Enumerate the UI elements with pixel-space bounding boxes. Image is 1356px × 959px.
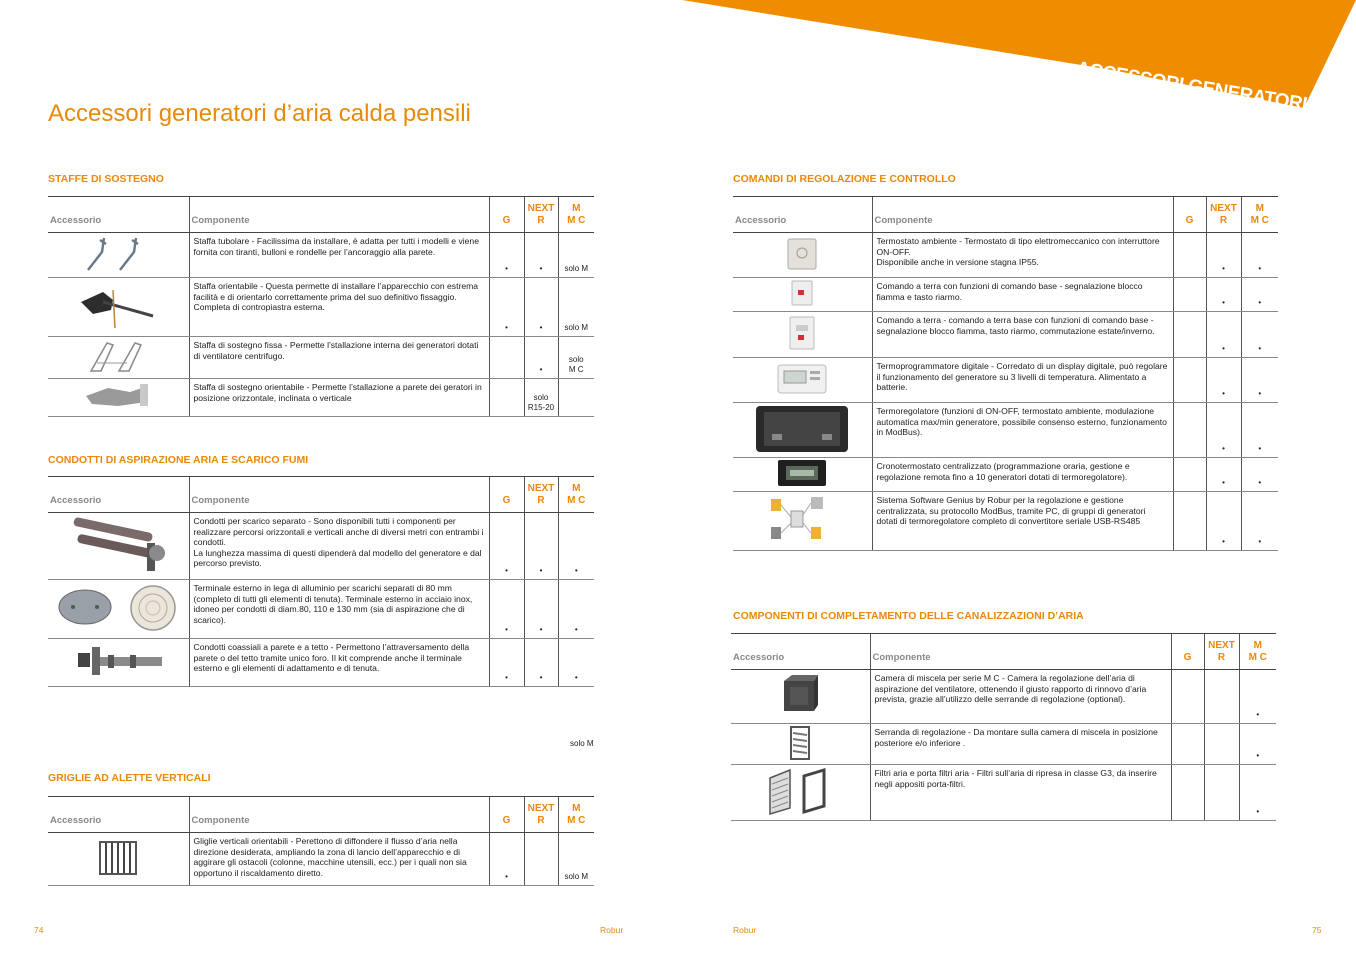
mark-g — [1171, 670, 1204, 724]
component-description: Gliglie verticali orientabili - Perettono di diffondere il flusso d’aria nella direzione desiderata, ampliando la zona di lancio dell’apparecchio e di aggirare gli ostacoli (colonne, macchine utensili, ecc.) per i quali non sia opportuno il riscaldamento diretto. — [189, 833, 489, 886]
component-description: Condotti coassiali a parete e a tetto - Permettono l’attraversamento della parete o del tetto tramite unico foro. Il kit comprende anche il terminale esterno e gli elementi di adattamento e di tenuta. — [189, 639, 489, 687]
mark-m: solo M — [558, 278, 594, 337]
component-description: Staffa tubolare - Facilissima da installare, è adatta per tutti i modelli e viene fornita con tiranti, bulloni e rondelle per l’ancoraggio alla parete. — [189, 233, 489, 278]
mark-m: • — [1241, 358, 1278, 403]
mark-r: • — [1206, 278, 1241, 312]
mark-m: solo M C — [558, 337, 594, 379]
table-row — [733, 233, 1278, 278]
mark-r: • — [1206, 312, 1241, 358]
mark-m: • — [1241, 458, 1278, 492]
mark-r: • — [524, 278, 558, 337]
header-next-r: NEXT R — [524, 197, 558, 233]
central-timer-icon — [774, 458, 830, 488]
thermoregulator-icon — [752, 404, 852, 454]
table-row — [48, 833, 594, 886]
ground-control-switch-icon — [784, 313, 820, 353]
section-title-griglie: GRIGLIE AD ALETTE VERTICALI — [48, 772, 211, 784]
mark-r: • — [1206, 233, 1241, 278]
mark-r: • — [1206, 403, 1241, 458]
table-row — [733, 403, 1278, 458]
component-description: Staffa di sostegno orientabile - Permette l’stallazione a parete dei geratori in posizione orizzontale, inclinata o verticale — [189, 379, 489, 417]
header-m-mc: M M C — [1239, 634, 1276, 670]
header-accessorio: Accessorio — [48, 797, 189, 833]
air-filter-icon — [760, 766, 840, 816]
footer-brand-right: Robur — [733, 925, 757, 935]
table-row — [48, 580, 594, 639]
table-comandi — [733, 196, 1278, 551]
mark-g — [1173, 233, 1206, 278]
component-description: Staffa di sostegno fissa - Permette l’stallazione interna dei generatori dotati di ventilatore centrifugo. — [189, 337, 489, 379]
stray-note: solo M — [570, 739, 594, 748]
wall-bracket-icon — [78, 234, 158, 274]
mark-m: solo M — [558, 833, 594, 886]
table-row — [48, 639, 594, 687]
component-description: Termostato ambiente - Termostato di tipo elettromeccanico con interruttore ON-OFF. Disponibile anche in versione stagna IP55. — [872, 233, 1173, 278]
header-m-mc: M M C — [1241, 197, 1278, 233]
mark-r — [1204, 765, 1239, 821]
table-condotti — [48, 476, 594, 687]
header-next-r: NEXT R — [524, 797, 558, 833]
component-description: Filtri aria e porta filtri aria - Filtri sull’aria di ripresa in classe G3, da inserire negli appositi porta-filtri. — [870, 765, 1171, 821]
header-componente: Componente — [189, 797, 489, 833]
table-row — [48, 278, 594, 337]
mark-g: • — [489, 513, 524, 580]
mark-m: • — [1239, 724, 1276, 765]
mark-m: • — [1241, 492, 1278, 551]
header-g: G — [1173, 197, 1206, 233]
damper-icon — [785, 725, 815, 761]
header-m-mc: M M C — [558, 797, 594, 833]
mark-r: solo R15-20 — [524, 379, 558, 417]
mark-m: • — [1241, 233, 1278, 278]
table-row — [48, 379, 594, 417]
fixed-bracket-icon — [73, 337, 163, 375]
table-row — [733, 278, 1278, 312]
header-componente: Componente — [872, 197, 1173, 233]
mark-m: • — [558, 580, 594, 639]
mark-r: • — [524, 639, 558, 687]
mixing-chamber-icon — [778, 673, 822, 717]
component-description: Condotti per scarico separato - Sono disponibili tutti i componenti per realizzare percorsi orizzontali e verticali anche di diversi metri con entrambi i condotti. La lunghezza massima di questi dipenderà dal modello del generatore e dal percorso previsto. — [189, 513, 489, 580]
table-griglie — [48, 796, 594, 886]
coaxial-duct-icon — [68, 641, 168, 681]
mark-m: • — [1241, 403, 1278, 458]
header-accessorio: Accessorio — [48, 477, 189, 513]
mark-g — [1173, 403, 1206, 458]
section-title-staffe: STAFFE DI SOSTEGNO — [48, 173, 164, 185]
banner-title: ACCESSORI GENERATORI — [1074, 58, 1309, 116]
mark-m: • — [558, 639, 594, 687]
mark-g: • — [489, 233, 524, 278]
table-row — [733, 458, 1278, 492]
mark-m: • — [1241, 312, 1278, 358]
table-staffe — [48, 196, 594, 417]
header-g: G — [489, 477, 524, 513]
table-row — [48, 513, 594, 580]
component-description: Comando a terra con funzioni di comando base - segnalazione blocco fiamma e tasto riarmo. — [872, 278, 1173, 312]
header-accessorio: Accessorio — [48, 197, 189, 233]
mark-g: • — [489, 278, 524, 337]
mark-m — [558, 379, 594, 417]
mark-r — [1204, 670, 1239, 724]
component-description: Terminale esterno in lega di alluminio per scarichi separati di 80 mm (completo di tutti gli elementi di tenuta). Terminale esterno in acciaio inox, idoneo per condotti di diam.80, 110 e 130 mm (sia di aspirazione che di scarico). — [189, 580, 489, 639]
mark-m: • — [1241, 278, 1278, 312]
header-accessorio: Accessorio — [733, 197, 872, 233]
mark-r — [1204, 724, 1239, 765]
room-thermostat-icon — [782, 235, 822, 273]
ground-control-icon — [787, 278, 817, 308]
header-componente: Componente — [870, 634, 1171, 670]
mark-r — [524, 833, 558, 886]
genius-network-icon — [767, 493, 837, 547]
table-canalizzazioni — [731, 633, 1276, 821]
table-row — [731, 724, 1276, 765]
mark-r: • — [1206, 358, 1241, 403]
tilting-bracket-icon — [78, 380, 158, 412]
section-title-canalizzazioni: COMPONENTI DI COMPLETAMENTO DELLE CANALIZZAZIONI D’ARIA — [733, 610, 1084, 622]
mark-r: • — [1206, 458, 1241, 492]
mark-m: • — [1239, 670, 1276, 724]
component-description: Comando a terra - comando a terra base con funzioni di comando base - segnalazione blocco fiamma, tasto riarmo, commutazione estate/inverno. — [872, 312, 1173, 358]
orientable-bracket-icon — [73, 280, 163, 332]
header-componente: Componente — [189, 477, 489, 513]
mark-g — [1173, 458, 1206, 492]
mark-m: • — [558, 513, 594, 580]
mark-r: • — [1206, 492, 1241, 551]
component-description: Serranda di regolazione - Da montare sulla camera di miscela in posizione posteriore e/o inferiore . — [870, 724, 1171, 765]
table-row — [48, 337, 594, 379]
table-row — [733, 492, 1278, 551]
mark-g: • — [489, 580, 524, 639]
component-description: Cronotermostato centralizzato (programmazione oraria, gestione e regolazione remota fino a 10 generatori dotati di termoregolatore). — [872, 458, 1173, 492]
mark-r: • — [524, 580, 558, 639]
component-description: Staffa orientabile - Questa permette di installare l’apparecchio con estrema facilità e di orientarlo correttamente prima del suo definitivo fissaggio. Completa di contropiastra esterna. — [189, 278, 489, 337]
mark-g — [1173, 312, 1206, 358]
footer-page-number-right: 75 — [1312, 925, 1322, 935]
header-componente: Componente — [189, 197, 489, 233]
footer-brand-left: Robur — [600, 925, 624, 935]
external-terminal-icon — [53, 581, 183, 635]
header-m-mc: M M C — [558, 197, 594, 233]
table-row — [733, 312, 1278, 358]
page-title: Accessori generatori d’aria calda pensili — [48, 100, 471, 127]
header-accessorio: Accessorio — [731, 634, 870, 670]
mark-g: • — [489, 833, 524, 886]
mark-g — [1173, 358, 1206, 403]
header-next-r: NEXT R — [1206, 197, 1241, 233]
mark-r: • — [524, 513, 558, 580]
table-row — [731, 765, 1276, 821]
mark-r: • — [524, 337, 558, 379]
section-title-condotti: CONDOTTI DI ASPIRAZIONE ARIA E SCARICO FUMI — [48, 454, 309, 466]
header-g: G — [489, 197, 524, 233]
digital-programmer-icon — [774, 359, 830, 399]
mark-g — [1173, 278, 1206, 312]
table-row — [48, 233, 594, 278]
section-title-comandi: COMANDI DI REGOLAZIONE E CONTROLLO — [733, 173, 956, 185]
header-g: G — [489, 797, 524, 833]
mark-g — [489, 337, 524, 379]
mark-g — [1173, 492, 1206, 551]
mark-m: solo M — [558, 233, 594, 278]
mark-g — [1171, 765, 1204, 821]
component-description: Termoprogrammatore digitale - Corredato di un display digitale, può regolare il funzionamento del generatore su 3 livelli di temperatura. Alimentato a batterie. — [872, 358, 1173, 403]
footer-page-number-left: 74 — [34, 925, 44, 935]
table-row — [731, 670, 1276, 724]
component-description: Camera di miscela per serie M C - Camera la regolazione dell’aria di aspirazione del ventilatore, ottenendo il giusto rapporto di rinnovo d’aria prevista, grazie all’utilizzo delle serrande di regolazione (optional). — [870, 670, 1171, 724]
header-m-mc: M M C — [558, 477, 594, 513]
component-description: Termoregolatore (funzioni di ON-OFF, termostato ambiente, modulazione automatica max/min generatore, possibile consenso esterno, funzionamento in ModBus). — [872, 403, 1173, 458]
header-g: G — [1171, 634, 1204, 670]
mark-r: • — [524, 233, 558, 278]
separate-ducts-icon — [63, 515, 173, 575]
mark-m: • — [1239, 765, 1276, 821]
mark-g — [1171, 724, 1204, 765]
mark-g: • — [489, 639, 524, 687]
mark-g — [489, 379, 524, 417]
table-row — [733, 358, 1278, 403]
header-next-r: NEXT R — [1204, 634, 1239, 670]
component-description: Sistema Software Genius by Robur per la regolazione e gestione centralizzata, su protocollo ModBus, tramite PC, di gruppi di generatori dotati di termoregolatore completo di convertitore seriale USB-RS485 — [872, 492, 1173, 551]
header-next-r: NEXT R — [524, 477, 558, 513]
vertical-grille-icon — [96, 838, 140, 878]
